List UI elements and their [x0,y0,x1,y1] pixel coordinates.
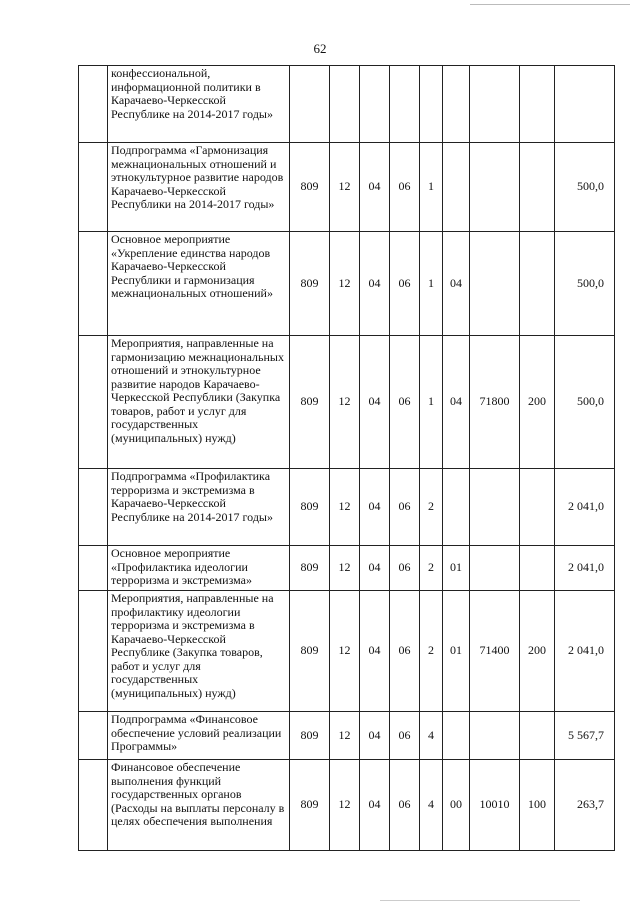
program-code-cell: 06 [390,760,420,851]
row-number-cell [79,336,108,469]
ministry-code-cell [290,66,330,143]
item-name-cell: Мероприятия, направленные на гармонизацию межнациональных отношений и этнокультурное развитие народов Карачаево-Черкесской Республики (Закупка товаров, работ и услуг для государственных (муниципальных) нужд) [108,336,290,469]
item-name-cell: конфессиональной, информационной политики в Карачаево-Черкесской Республике на 2014-2017 годы» [108,66,290,143]
table-row [79,232,615,336]
table-row [79,712,615,760]
subsection-code-cell: 04 [360,143,390,232]
direction-code-cell [470,232,520,336]
subsection-code-cell: 04 [360,546,390,591]
table-row [79,469,615,546]
section-code-cell: 12 [330,336,360,469]
measure-code-cell: 01 [443,546,470,591]
table-row [79,143,615,232]
expense-type-cell [520,66,555,143]
ministry-code-cell: 809 [290,469,330,546]
subprogram-code-cell: 4 [420,760,443,851]
direction-code-cell [470,143,520,232]
row-number-cell [79,232,108,336]
subprogram-code-cell: 2 [420,591,443,712]
sum-cell: 2 041,0 [555,546,615,591]
program-code-cell: 06 [390,143,420,232]
section-code-cell: 12 [330,469,360,546]
expense-type-cell [520,546,555,591]
section-code-cell [330,66,360,143]
sum-cell: 5 567,7 [555,712,615,760]
direction-code-cell: 71800 [470,336,520,469]
section-code-cell: 12 [330,712,360,760]
expense-type-cell: 200 [520,336,555,469]
row-number-cell [79,591,108,712]
program-code-cell: 06 [390,591,420,712]
sum-cell: 500,0 [555,232,615,336]
row-number-cell [79,760,108,851]
section-code-cell: 12 [330,591,360,712]
page-number: 62 [313,41,327,56]
expense-type-cell [520,232,555,336]
measure-code-cell: 04 [443,232,470,336]
subsection-code-cell: 04 [360,591,390,712]
ministry-code-cell: 809 [290,232,330,336]
program-code-cell: 06 [390,232,420,336]
subprogram-code-cell: 2 [420,546,443,591]
subprogram-code-cell: 1 [420,232,443,336]
sum-cell: 500,0 [555,336,615,469]
direction-code-cell [470,469,520,546]
item-name-cell: Финансовое обеспечение выполнения функций государственных органов (Расходы на выплаты персоналу в целях обеспечения выполнения [108,760,290,851]
section-code-cell: 12 [330,546,360,591]
table-row [79,336,615,469]
ministry-code-cell: 809 [290,143,330,232]
table-row [79,760,615,851]
measure-code-cell: 04 [443,336,470,469]
direction-code-cell: 10010 [470,760,520,851]
program-code-cell: 06 [390,336,420,469]
subsection-code-cell: 04 [360,336,390,469]
table-row [79,546,615,591]
item-name-cell: Подпрограмма «Финансовое обеспечение условий реализации Программы» [108,712,290,760]
expense-type-cell: 100 [520,760,555,851]
expense-type-cell: 200 [520,591,555,712]
subprogram-code-cell: 4 [420,712,443,760]
subprogram-code-cell: 1 [420,336,443,469]
measure-code-cell [443,66,470,143]
sum-cell: 500,0 [555,143,615,232]
direction-code-cell [470,712,520,760]
subsection-code-cell: 04 [360,760,390,851]
direction-code-cell [470,546,520,591]
row-number-cell [79,66,108,143]
item-name-cell: Основное мероприятие «Профилактика идеологии терроризма и экстремизма» [108,546,290,591]
scan-artifact-line [380,900,580,901]
ministry-code-cell: 809 [290,760,330,851]
expense-type-cell [520,143,555,232]
row-number-cell [79,469,108,546]
direction-code-cell: 71400 [470,591,520,712]
program-code-cell: 06 [390,546,420,591]
program-code-cell: 06 [390,469,420,546]
program-code-cell: 06 [390,712,420,760]
subprogram-code-cell: 1 [420,143,443,232]
item-name-cell: Основное мероприятие «Укрепление единства народов Карачаево-Черкесской Республики и гармонизация межнациональных отношений» [108,232,290,336]
item-name-cell: Подпрограмма «Профилактика терроризма и экстремизма в Карачаево-Черкесской Республике на 2014-2017 годы» [108,469,290,546]
subsection-code-cell: 04 [360,712,390,760]
measure-code-cell [443,712,470,760]
subsection-code-cell [360,66,390,143]
expense-type-cell [520,469,555,546]
measure-code-cell: 00 [443,760,470,851]
sum-cell: 2 041,0 [555,469,615,546]
row-number-cell [79,712,108,760]
section-code-cell: 12 [330,760,360,851]
ministry-code-cell: 809 [290,546,330,591]
measure-code-cell [443,469,470,546]
program-code-cell [390,66,420,143]
scan-artifact-line [470,4,630,5]
subprogram-code-cell: 2 [420,469,443,546]
subsection-code-cell: 04 [360,232,390,336]
row-number-cell [79,546,108,591]
sum-cell: 2 041,0 [555,591,615,712]
sum-cell: 263,7 [555,760,615,851]
item-name-cell: Подпрограмма «Гармонизация межнациональных отношений и этнокультурное развитие народов Карачаево-Черкесской Республики на 2014-2017 годы» [108,143,290,232]
table-row [79,591,615,712]
ministry-code-cell: 809 [290,591,330,712]
measure-code-cell: 01 [443,591,470,712]
expense-type-cell [520,712,555,760]
sum-cell [555,66,615,143]
table-row [79,66,615,143]
direction-code-cell [470,66,520,143]
subprogram-code-cell [420,66,443,143]
budget-table [78,65,615,851]
ministry-code-cell: 809 [290,336,330,469]
measure-code-cell [443,143,470,232]
section-code-cell: 12 [330,143,360,232]
ministry-code-cell: 809 [290,712,330,760]
subsection-code-cell: 04 [360,469,390,546]
row-number-cell [79,143,108,232]
section-code-cell: 12 [330,232,360,336]
item-name-cell: Мероприятия, направленные на профилактику идеологии терроризма и экстремизма в Карачаево-Черкесской Республике (Закупка товаров, работ и услуг для государственных (муниципальных) нужд) [108,591,290,712]
